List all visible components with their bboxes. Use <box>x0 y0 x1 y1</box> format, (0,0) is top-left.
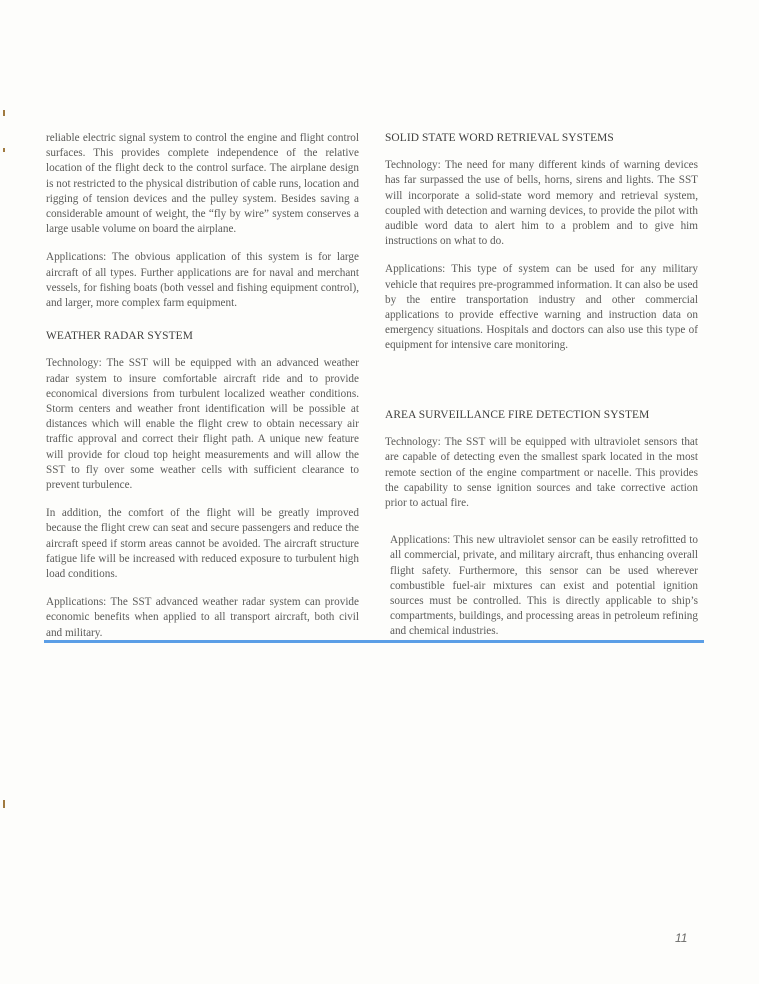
page-number: 11 <box>675 931 688 945</box>
binding-mark <box>3 148 5 152</box>
weather-radar-heading: WEATHER RADAR SYSTEM <box>46 330 193 343</box>
weather-radar-applications: Applications: The SST advanced weather radar system can provide economic benefits when applied to all transport aircraft, both civil and military. <box>46 596 359 639</box>
blue-divider-rule <box>44 640 704 643</box>
word-retrieval-heading: SOLID STATE WORD RETRIEVAL SYSTEMS <box>385 132 614 144</box>
weather-radar-technology: Technology: The SST will be equipped with an advanced weather radar system to insure comfortable aircraft ride and to provide economical diversions from turbulent localized weather conditions. Storm centers and weather front identification will be possible at distances which will enable the flight crew to obtain necessary air traffic approval and correct their flight path. A unique new feature will provide for cloud top height measurements and will allow the SST to fly over some weather cells with sufficient clearance to prevent turbulence. <box>46 357 359 492</box>
fire-detection-heading: AREA SURVEILLANCE FIRE DETECTION SYSTEM <box>385 409 650 421</box>
fly-by-wire-applications: Applications: The obvious application of this system is for large aircraft of all types. Further applications are for naval and merchant vessels, for fishing boats (both vessel and fishing equipment control), and larger, more complex farm equipment. <box>46 251 359 310</box>
left-column <box>46 131 359 654</box>
word-retrieval-section <box>385 131 698 367</box>
word-retrieval-technology: Technology: The need for many different kinds of warning devices has far surpassed the use of bells, horns, sirens and lights. The SST will incorporate a solid-state word memory and retrieval system, coupled with detection and warning devices, to provide the pilot with audible word data to alert him to a problem and to give him instructions on what to do. <box>385 159 698 248</box>
fly-by-wire-paragraph: reliable electric signal system to control the engine and flight control surfaces. This provides complete independence of the relative location of the flight deck to the control surface. The airplane design is not restricted to the physical distribution of cable runs, location and rigging of tension devices and the pulley system. Besides saving a considerable amount of weight, the “fly by wire” system conserves a large usable volume on board the airplane. <box>46 132 359 236</box>
binding-mark <box>3 800 5 808</box>
weather-radar-addition: In addition, the comfort of the flight will be greatly improved because the flight crew can seat and secure passengers and reduce the aircraft speed if storm areas cannot be avoided. The aircraft structure fatigue life will be increased with reduced exposure to turbulent high load conditions. <box>46 507 359 581</box>
fire-detection-section <box>385 408 698 653</box>
fire-detection-applications: Applications: This new ultraviolet sensor can be easily retrofitted to all commercial, private, and military aircraft, thus enhancing overall flight safety. Furthermore, this sensor can be used wherever combustible fuel-air mixtures can exist and potential ignition sources must be controlled. This is directly applicable to ship’s compartments, buildings, and processing areas in petroleum refining and chemical industries. <box>390 534 698 638</box>
binding-mark <box>3 110 5 116</box>
fire-detection-technology: Technology: The SST will be equipped with ultraviolet sensors that are capable of detecting even the smallest spark located in the most remote section of the engine compartment or nacelle. This provides the capability to sense ignition sources and take corrective action prior to actual fire. <box>385 436 698 510</box>
word-retrieval-applications: Applications: This type of system can be used for any military vehicle that requires pre-programmed information. It can also be used by the entire transportation industry and other commercial applications to provide effective warning and instruction data on emergency situations. Hospitals and doctors can also use this type of equipment for intensive care monitoring. <box>385 263 698 352</box>
